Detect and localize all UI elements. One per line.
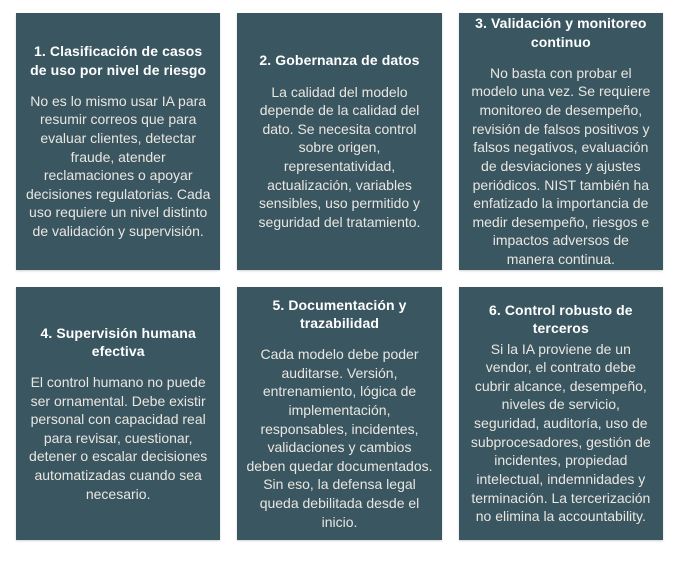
card-body-text: No es lo mismo usar IA para resumir correos que para evaluar clientes, detectar fraude, atender reclamaciones o apoyar decisiones regulatorias. Cada uso requiere un nivel distinto de validación y supervisión. <box>25 92 211 240</box>
card-body-text: La calidad del modelo depende de la calidad del dato. Se necesita control sobre origen, representatividad, actualización, variables sensibles, uso permitido y seguridad del tratamiento. <box>258 83 421 230</box>
card-human-oversight <box>16 287 220 540</box>
card-body-text: Si la IA proviene de un vendor, el contrato debe cubrir alcance, desempeño, niveles de servicio, seguridad, auditoría, uso de subprocesadores, gestión de incidentes, propiedad intelectual, indemnidades y terminación. La tercerización no elimina la accountability. <box>470 340 651 525</box>
card-title: 6. Control robusto de terceros <box>488 302 633 337</box>
card-title: 4. Supervisión humana efectiva <box>40 324 196 359</box>
card-body-text: El control humano no puede ser ornamental. Debe existir personal con capacidad real para revisar, cuestionar, detener o escalar decisiones automatizadas cuando sea necesario. <box>29 374 208 502</box>
card-data-governance <box>237 13 441 270</box>
card-risk-classification <box>16 13 220 270</box>
card-documentation-traceability <box>237 287 441 540</box>
card-title: 5. Documentación y trazabilidad <box>272 296 407 331</box>
card-body-text: Cada modelo debe poder auditarse. Versión, entrenamiento, lógica de implementación, responsables, incidentes, validaciones y cambios deben quedar documentados. Sin eso, la defensa legal queda debilitada desde el inicio. <box>246 346 433 530</box>
card-title: 2. Gobernanza de datos <box>259 52 420 69</box>
card-validation-monitoring <box>459 13 663 270</box>
card-title: 1. Clasificación de casos de uso por nivel de riesgo <box>30 43 207 78</box>
card-third-party-control <box>459 287 663 540</box>
card-body-text: No basta con probar el modelo una vez. Se requiere monitoreo de desempeño, revisión de falsos positivos y falsos negativos, evaluación de desviaciones y ajustes periódicos. NIST también ha enfatizado la importancia de medir desempeño, riesgos e impactos adversos de manera continua. <box>471 64 651 267</box>
card-title: 3. Validación y monitoreo continuo <box>475 15 647 50</box>
